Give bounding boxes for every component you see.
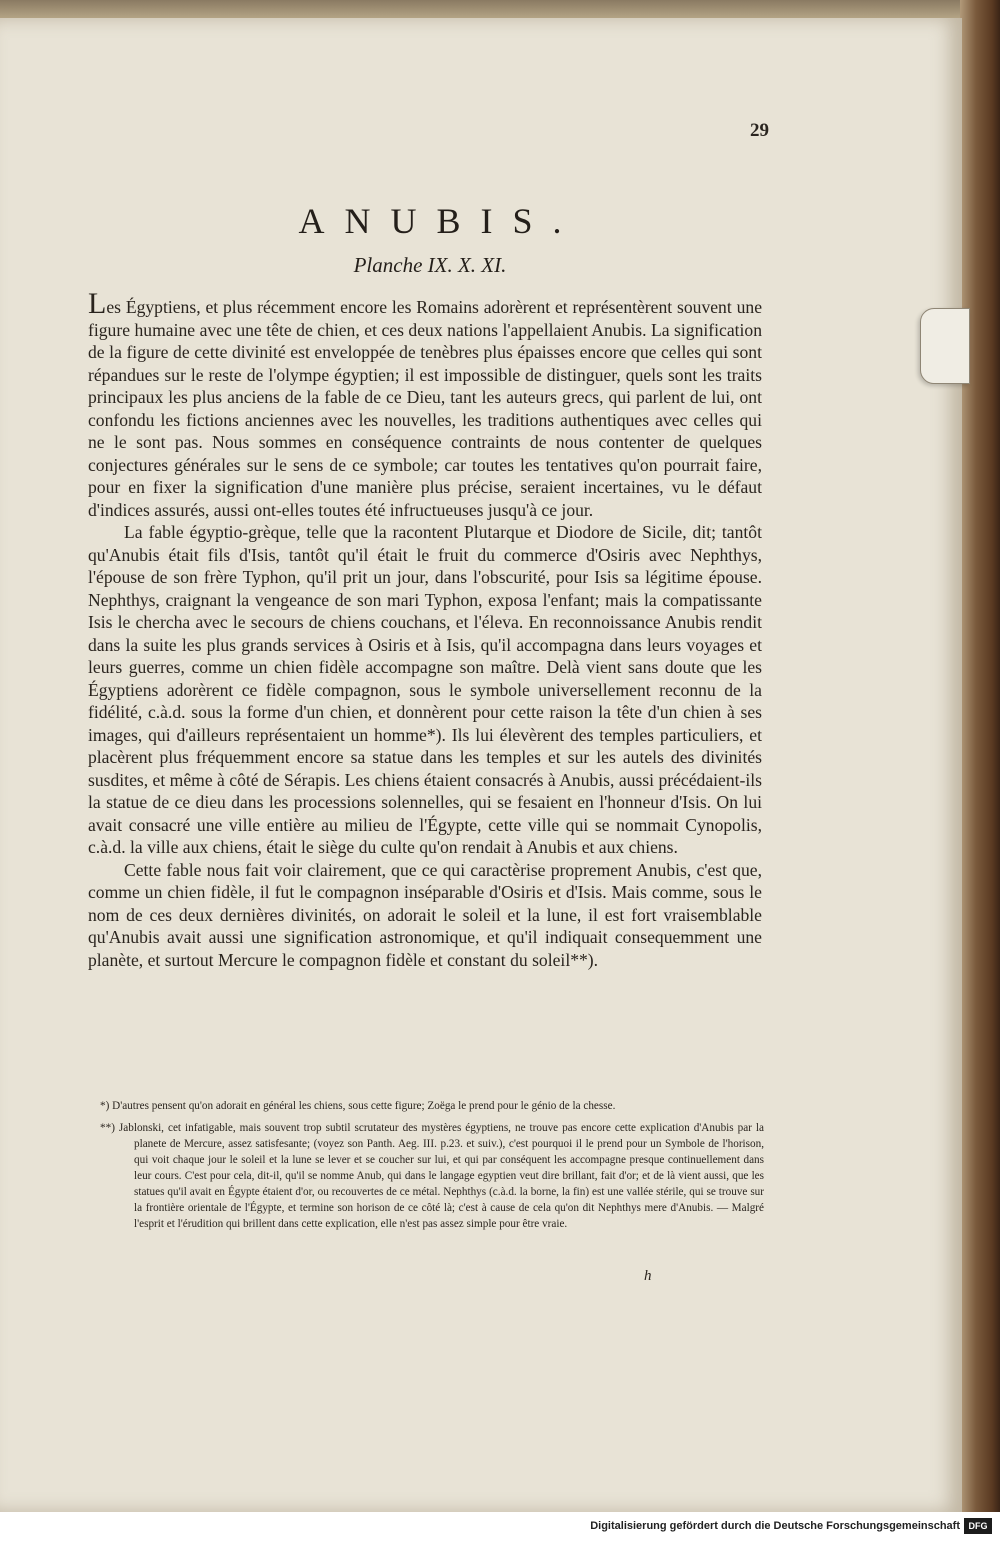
main-text <box>88 287 762 971</box>
signature-mark: h <box>644 1268 652 1284</box>
footer-bar <box>0 1512 1000 1543</box>
page-subtitle: Planche IX. X. XI. <box>353 253 507 277</box>
page-tab-insert <box>920 308 970 384</box>
drop-cap: L <box>88 287 107 320</box>
footnote-2: **) Jablonski, cet infatigable, mais souvent trop subtil scrutateur des mystères égyptiens, ne trouve pas encore cette explication d'Anubis par la planete de Mercure, assez satisfesante; (voyez son Panth. Aeg. III. p.23. et suiv.), c'est pourquoi il le prend pour un Symbole de l'horison, qui voit chaque jour le soleil et la lune se lever et se coucher sur lui, et qui par conséquent les accompagne presque continuellement dans leur cours. C'est pour cela, dit-il, qu'il se nomme Anub, qui dans le langage egyptien veut dire brillant, fait d'or; et de là vient aussi, que les statues qu'il avait en Égypte étaient d'or, ou recouvertes de ce métal. Nephthys (c.à.d. la borne, la fin) est une vallée stérile, qui se trouve sur la frontière orientale de l'Égypte, et termine son horison de ce côté là; c'est à cause de cela qu'on dit Nephthys mere d'Anubis. — Malgré l'esprit et l'érudition qui brillent dans cette explication, elle n'est pas assez simple pour être vraie. <box>100 1122 764 1230</box>
paragraph-1-text: es Égyptiens, et plus récemment encore les Romains adorèrent et représentèrent souvent une figure humaine avec une tête de chien, et ces deux nations l'appellaient Anubis. La signification de la figure de cette divinité est enveloppée de tenèbres plus épaisses encore que celles qui sont répandues sur le reste de l'olympe égyptien; il est impossible de distinguer, quels sont les traits principaux les plus anciens de la fable de ce Dieu, tant les auteurs grecs, qui parlent de lui, ont confondu les fictions anciennes avec les nouvelles, les traditions authentiques avec celles qui ne le sont pas. Nous sommes en conséquence contraints de nous contenter de quelques conjectures générales sur le sens de ce symbole; car toutes les tentatives qu'on pourrait faire, pour en fixer la signification d'une manière plus précise, seraient incertaines, vu le défaut d'indices assurés, aussi ont-elles toutes été infructueuses jusqu'à ce jour. <box>88 297 762 520</box>
funding-credit: Digitalisierung gefördert durch die Deutsche Forschungsgemeinschaft <box>590 1520 960 1532</box>
book-spine-edge <box>960 0 1000 1512</box>
paragraph-3: Cette fable nous fait voir clairement, que ce qui caractèrise proprement Anubis, c'est que, comme un chien fidèle, il fut le compagnon inséparable d'Osiris et d'Isis. Mais comme, sous le nom de ces deux dernières divinités, on adorait le soleil et la lune, il est fort vraisemblable qu'Anubis avait aussi une signification astronomique, et qu'il indiquait consequemment une planète, et surtout Mercure le compagnon fidèle et constant du soleil**). <box>88 859 762 970</box>
footnotes <box>100 1098 764 1238</box>
paragraph-1 <box>88 287 762 521</box>
footnote-1: *) D'autres pensent qu'on adorait en général les chiens, sous cette figure; Zoëga le prend pour le génio de la chesse. <box>100 1100 616 1112</box>
paragraph-2: La fable égyptio-grèque, telle que la racontent Plutarque et Diodore de Sicile, dit; tantôt qu'Anubis était fils d'Isis, tantôt qu'il était le fruit du commerce d'Osiris avec Nephthys, l'épouse de son frère Typhon, qu'il prit un jour, dans l'obscurité, pour Isis sa légitime épouse. Nephthys, craignant la vengeance de son mari Typhon, exposa l'enfant; mais la compatissante Isis le chercha avec le secours de chiens couchans, et l'éleva. En reconnoissance Anubis rendit dans la suite les plus grands services à Osiris et à Isis, qu'il accompagna dans leurs voyages et leurs guerres, comme un chien fidèle accompagne son maître. Delà vient sans doute que les Égyptiens adorèrent ce fidèle compagnon, sous le symbole universellement reconnu de la fidélité, c.à.d. sous la forme d'un chien, et donnèrent pour cette raison la tête d'un chien à ses images, qui d'ailleurs représentaient un homme*). Ils lui élevèrent des temples particuliers, et placèrent plus fréquemment encore sa statue dans les temples et sur les autels des divinités susdites, et même à côté de Sérapis. Les chiens étaient consacrés à Anubis, aussi précédaient-ils la statue de ce dieu dans les processions solennelles, qui se fesaient en l'honneur d'Isis. On lui avait consacré une ville entière au milieu de l'Égypte, cette ville qui se nommait Cynopolis, c.à.d. la ville aux chiens, était le siège du culte qu'on rendait à Anubis et aux chiens. <box>88 522 762 857</box>
page-number: 29 <box>750 120 769 141</box>
page-stack-edge <box>0 0 970 20</box>
page-title: ANUBIS. <box>298 201 582 241</box>
dfg-logo-icon: DFG <box>964 1518 992 1534</box>
